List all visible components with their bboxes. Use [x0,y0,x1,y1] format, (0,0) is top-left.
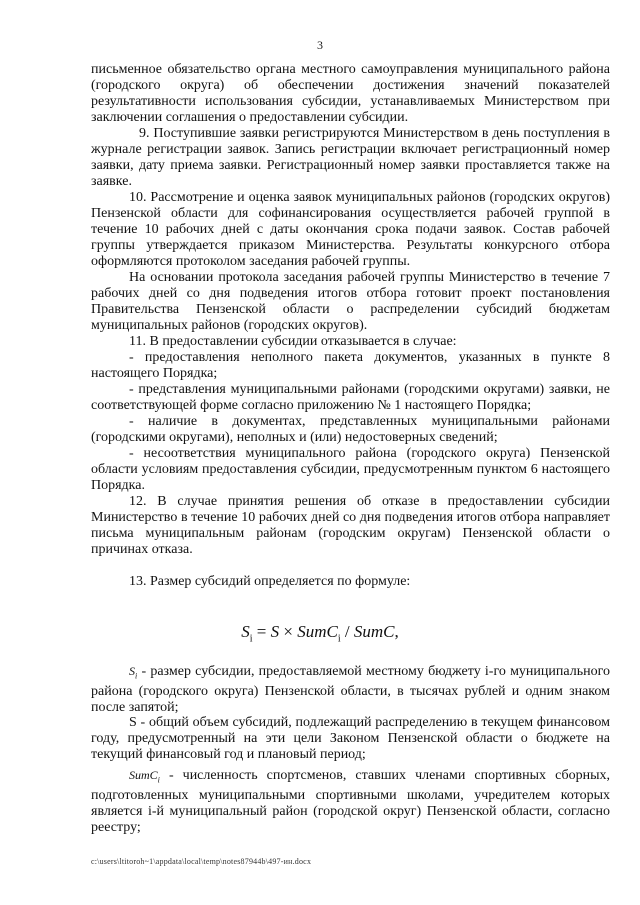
definition-si-symbol-sub: i [135,671,138,681]
definition-sumc-symbol-sub: i [157,775,160,785]
paragraph-11-item-4: - несоответствия муниципального района (городского округа) Пензенской области условиям предоставления субсидии, предусмотренным пунктом 6 настоящего Порядка. [91,446,610,493]
subsidy-formula [0,622,640,644]
paragraph-9: 9. Поступившие заявки регистрируются Министерством в день поступления в журнале регистрации заявок. Запись регистрации включает регистрационный номер заявки, дату приема заявки. Регистрационный номер заявки проставляется также на заявке. [91,126,610,189]
formula-total-subsidy: S [270,622,280,641]
paragraph-10: 10. Рассмотрение и оценка заявок муниципальных районов (городских округов) Пензенской области для софинансирования осуществляется рабочей группой в течение 10 рабочих дней с даты окончания срока подачи заявок. Состав рабочей группы утверждается приказом Министерства. Результаты конкурсного отбора оформляются протоколом заседания рабочей группы. [91,190,610,269]
definition-sumc-symbol-letter: SumC [129,768,158,782]
formula-lhs: S [241,622,250,641]
definition-si-symbol-letter: S [129,664,135,678]
paragraph-intro: письменное обязательство органа местного самоуправления муниципального района (городского округа) об обеспечении достижения значений показателей результативности использования субсидии, устанавливаемых Министерством при заключении соглашения о предоставлении субсидии. [91,62,610,125]
paragraph-11-item-3: - наличие в документах, представленных муниципальными районами (городскими округами), неполных и (или) недостоверных сведений; [91,414,610,445]
definition-sumc [91,767,610,836]
formula-sumc-total: SumC [353,622,395,641]
formula-sumc: SumC [297,622,338,641]
formula-lhs-subscript: i [249,633,253,645]
formula-sumc-subscript: i [337,633,341,645]
paragraph-13: 13. Размер субсидий определяется по формуле: [129,574,411,589]
definition-si [91,663,610,716]
paragraph-11-item-1: - предоставления неполного пакета документов, указанных в пункте 8 настоящего Порядка; [91,350,610,381]
definition-si-symbol [129,664,138,681]
formula-multiply: × [279,622,298,641]
definition-s: S - общий объем субсидий, подлежащий распределению в текущем финансовом году, предусмотренный на эти цели Законом Пензенской области о бюджете на текущий финансовый год и плановый период; [91,715,610,762]
formula-end: , [394,622,399,641]
formula-divide: / [340,622,354,641]
paragraph-10-continued: На основании протокола заседания рабочей группы Министерство в течение 7 рабочих дней со дня подведения итогов отбора готовит проект постановления Правительства Пензенской области о распределении субсидий бюджетам муниципальных районов (городских округов). [91,270,610,333]
definition-si-text: - размер субсидии, предоставляемой местному бюджету i-го муниципального района (городского округа) Пензенской области, в тысячах рублей и одним знаком после запятой; [91,664,610,716]
definition-sumc-text: - численность спортсменов, ставших членами спортивных сборных, подготовленных муниципальными спортивными школами, учредителем которых является i-й муниципальный район (городской округ) Пензенской области, согласно реестру; [91,768,610,836]
definition-sumc-symbol [129,768,160,785]
paragraph-12: 12. В случае принятия решения об отказе в предоставлении субсидии Министерство в течение 10 рабочих дней со дня подведения итогов отбора направляет письма муниципальным районам (городским округам) Пензенской области о причинах отказа. [91,494,610,557]
paragraph-11-item-2: - представления муниципальными районами (городскими округами) заявки, не соответствующей форме согласно приложению № 1 настоящего Порядка; [91,382,610,413]
file-path-footer: c:\users\ltitoroh~1\appdata\local\temp\notes87944b\497-ин.docx [91,857,312,866]
formula-equals: = [252,622,271,641]
page-number: 3 [317,38,323,52]
paragraph-11: 11. В предоставлении субсидии отказывается в случае: [129,334,457,349]
